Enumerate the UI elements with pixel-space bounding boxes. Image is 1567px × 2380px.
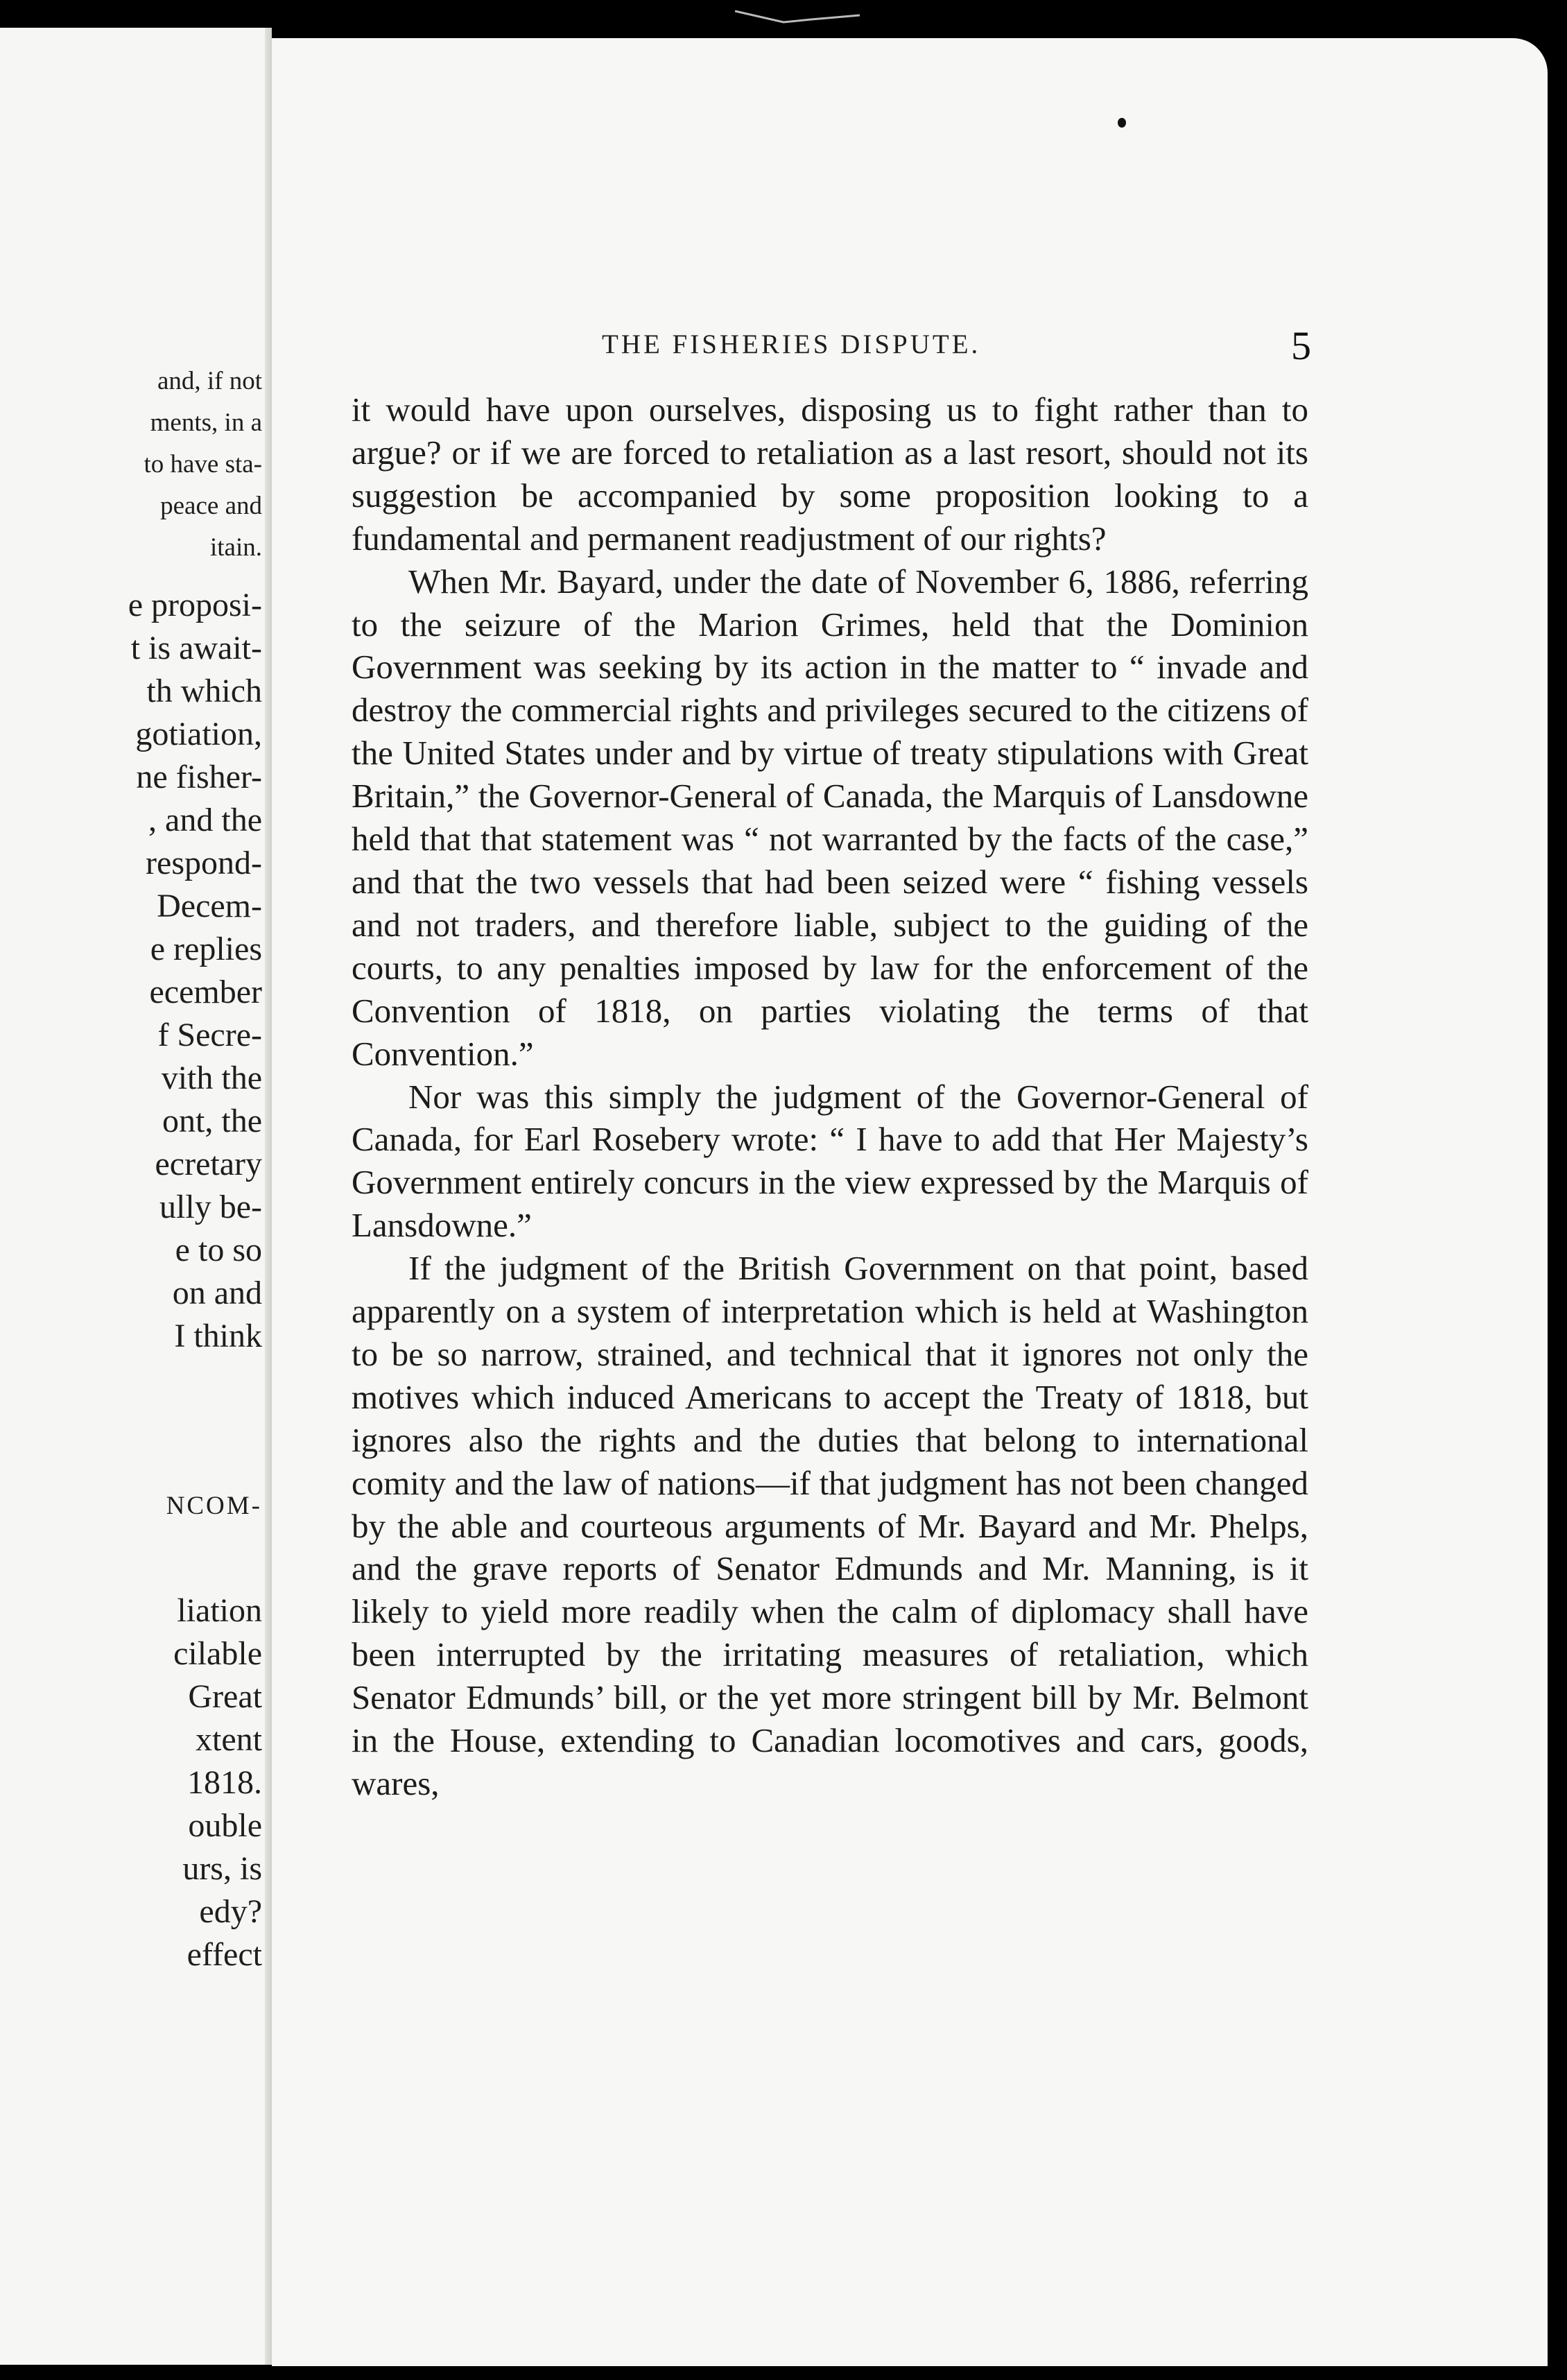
ink-dot [1118,118,1126,128]
facing-page-line: ecember [149,974,262,1010]
facing-page-line: to have sta- [144,450,262,478]
facing-page-line: cilable [173,1635,262,1672]
running-head: THE FISHERIES DISPUTE. [602,329,981,359]
body-text [352,388,1308,1805]
facing-page-line: ouble [188,1807,262,1844]
facing-page-line: f Secre- [157,1017,262,1053]
facing-page-line: ne fisher- [136,759,262,795]
facing-page-line: e replies [150,931,262,967]
facing-page-line: t is await- [130,630,262,666]
facing-page-line: respond- [146,845,262,881]
facing-page-line: Great [188,1678,262,1715]
page-number: 5 [1291,323,1311,368]
facing-page-line: effect [187,1936,262,1973]
facing-page-line: edy? [199,1893,262,1930]
facing-page-line: and, if not [157,367,262,395]
facing-page-line: itain. [209,533,262,562]
facing-page-line: th which [146,673,262,709]
facing-page-line: liation [177,1592,262,1629]
paragraph: it would have upon ourselves, disposing us to fight rather than to argue? or if we are forced to retaliation as a last resort, should not its suggestion be accompanied by some proposition looking to a fundamental and permanent readjustment of our rights? [352,390,1308,558]
facing-page-line: ont, the [162,1103,262,1139]
paragraph: Nor was this simply the judgment of the Governor-General of Canada, for Earl Rosebery wrote: “ I have to add that Her Majesty’s Government entirely concurs in the view expressed by the Marquis of Lansdowne.” [352,1077,1308,1245]
facing-page-line: gotiation, [135,716,262,752]
facing-page-line: urs, is [182,1850,262,1887]
facing-page-line: e to so [175,1232,262,1268]
facing-page-line: ully be- [159,1189,262,1225]
facing-page-line: Decem- [157,888,262,924]
facing-page-section-fragment: NCOM- [166,1492,262,1520]
facing-page-line: I think [174,1318,262,1354]
facing-page-line: 1818. [187,1764,262,1801]
facing-page-line: vith the [161,1060,262,1096]
facing-page-line: ments, in a [150,408,262,437]
paragraph: When Mr. Bayard, under the date of November 6, 1886, referring to the seizure of the Marion Grimes, held that the Dominion Government was seeking by its action in the matter to “ invade and destroy the commercial rights and privileges secured to the citizens of the United States under and by virtue of treaty stipulations with Great Britain,” the Governor-General of Canada, the Marquis of Lansdowne held that that statement was “ not warranted by the facts of the case,” and that the two vessels that had been seized were “ fishing vessels and not traders, and therefore liable, subject to the guiding of the courts, to any penalties imposed by law for the enforcement of the Convention of 1818, on parties violating the terms of that Convention.” [352,562,1308,1073]
page-fold [265,28,272,2365]
facing-page [0,28,272,2365]
facing-page-line: on and [172,1275,262,1311]
facing-page-line: e proposi- [128,587,262,623]
scan-mark-icon [735,10,860,25]
facing-page-line: ecretary [155,1146,262,1182]
paragraph: If the judgment of the British Government on that point, based apparently on a system of interpretation which is held at Washington to be so narrow, strained, and technical that it ignores not only the motives which induced Americans to accept the Treaty of 1818, but ignores also the rights and the duties that belong to international comity and the law of nations—if that judgment has not been changed by the able and courteous arguments of Mr. Bayard and Mr. Phelps, and the grave reports of Senator Edmunds and Mr. Manning, is it likely to yield more readily when the calm of diplomacy shall have been interrupted by the irritating measures of retaliation, which Senator Edmunds’ bill, or the yet more stringent bill by Mr. Belmont in the House, extending to Canadian locomotives and cars, goods, wares, [352,1249,1308,1802]
book-page [272,38,1548,2366]
facing-page-line: xtent [196,1721,262,1758]
facing-page-line: , and the [148,802,262,838]
facing-page-line: peace and [160,492,262,520]
